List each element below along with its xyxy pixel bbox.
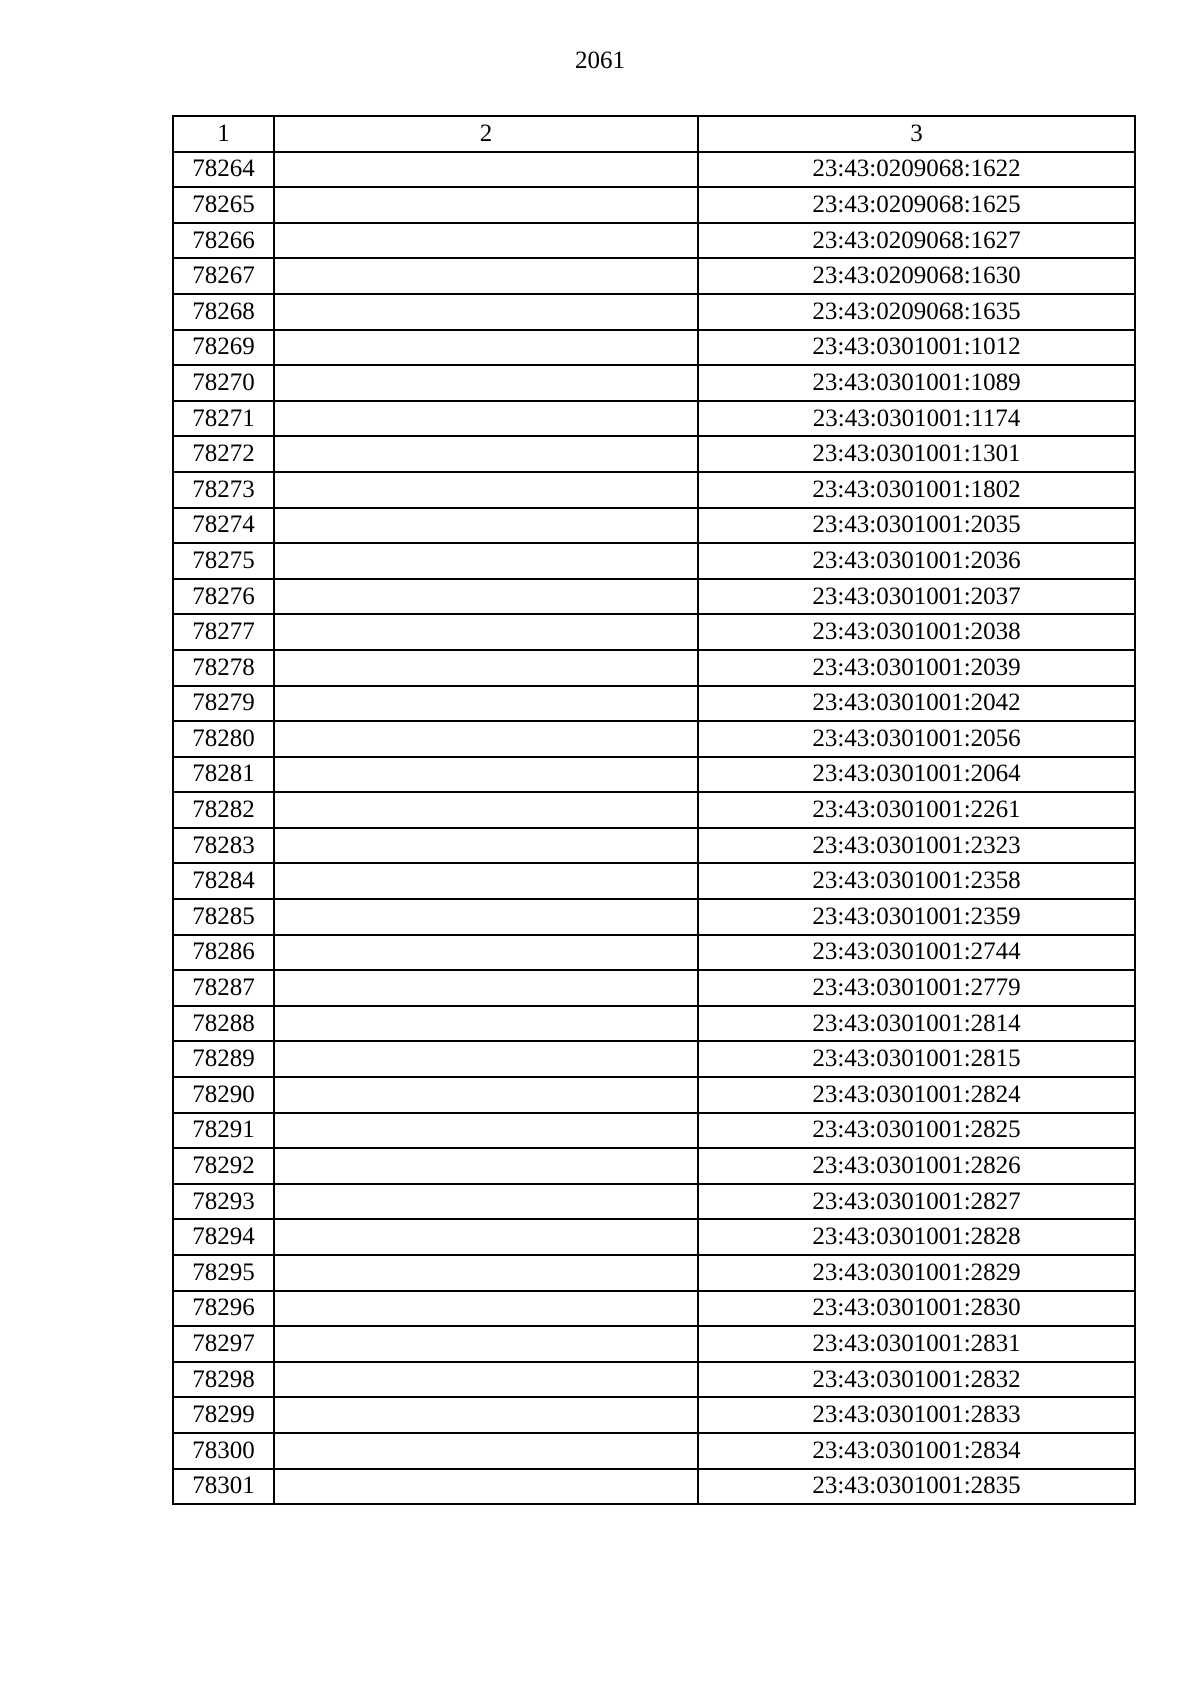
- description-cell: [274, 1184, 698, 1220]
- description-cell: [274, 1041, 698, 1077]
- description-cell: [274, 579, 698, 615]
- table-row: [173, 970, 1135, 1006]
- table-row: [173, 1469, 1135, 1505]
- cadastral-number-cell: 23:43:0301001:2037: [698, 579, 1135, 615]
- cadastral-number-cell: 23:43:0301001:2036: [698, 543, 1135, 579]
- cadastral-number-cell: 23:43:0301001:2825: [698, 1113, 1135, 1149]
- cadastral-number-cell: 23:43:0301001:2833: [698, 1397, 1135, 1433]
- description-cell: [274, 223, 698, 259]
- cadastral-number-cell: 23:43:0301001:2824: [698, 1077, 1135, 1113]
- row-number-cell: 78284: [173, 863, 274, 899]
- row-number-cell: 78296: [173, 1291, 274, 1327]
- row-number-cell: 78277: [173, 614, 274, 650]
- description-cell: [274, 899, 698, 935]
- row-number-cell: 78288: [173, 1006, 274, 1042]
- row-number-cell: 78267: [173, 258, 274, 294]
- row-number-cell: 78285: [173, 899, 274, 935]
- cadastral-number-cell: 23:43:0301001:2814: [698, 1006, 1135, 1042]
- cadastral-number-cell: 23:43:0301001:1174: [698, 401, 1135, 437]
- cadastral-number-cell: 23:43:0301001:2834: [698, 1433, 1135, 1469]
- row-number-cell: 78276: [173, 579, 274, 615]
- description-cell: [274, 1255, 698, 1291]
- row-number-cell: 78286: [173, 935, 274, 971]
- table-row: [173, 223, 1135, 259]
- table-row: [173, 614, 1135, 650]
- description-cell: [274, 1291, 698, 1327]
- row-number-cell: 78275: [173, 543, 274, 579]
- description-cell: [274, 1469, 698, 1505]
- table-row: [173, 1041, 1135, 1077]
- description-cell: [274, 258, 698, 294]
- cadastral-number-cell: 23:43:0209068:1622: [698, 152, 1135, 188]
- description-cell: [274, 792, 698, 828]
- description-cell: [274, 1006, 698, 1042]
- cadastral-number-cell: 23:43:0301001:2830: [698, 1291, 1135, 1327]
- cadastral-number-cell: 23:43:0301001:2323: [698, 828, 1135, 864]
- cadastral-number-cell: 23:43:0301001:2358: [698, 863, 1135, 899]
- row-number-cell: 78289: [173, 1041, 274, 1077]
- cadastral-number-cell: 23:43:0301001:2056: [698, 721, 1135, 757]
- cadastral-number-cell: 23:43:0301001:2779: [698, 970, 1135, 1006]
- table-row: [173, 935, 1135, 971]
- cadastral-number-cell: 23:43:0301001:2042: [698, 686, 1135, 722]
- cadastral-number-cell: 23:43:0301001:2039: [698, 650, 1135, 686]
- row-number-cell: 78272: [173, 436, 274, 472]
- description-cell: [274, 970, 698, 1006]
- table-row: [173, 863, 1135, 899]
- column-header-2: 2: [274, 116, 698, 152]
- description-cell: [274, 757, 698, 793]
- description-cell: [274, 187, 698, 223]
- row-number-cell: 78265: [173, 187, 274, 223]
- row-number-cell: 78268: [173, 294, 274, 330]
- cadastral-number-cell: 23:43:0301001:2832: [698, 1362, 1135, 1398]
- row-number-cell: 78266: [173, 223, 274, 259]
- description-cell: [274, 294, 698, 330]
- column-header-1: 1: [173, 116, 274, 152]
- row-number-cell: 78291: [173, 1113, 274, 1149]
- description-cell: [274, 863, 698, 899]
- description-cell: [274, 508, 698, 544]
- cadastral-number-cell: 23:43:0301001:1089: [698, 365, 1135, 401]
- data-table: [172, 115, 1136, 1505]
- row-number-cell: 78301: [173, 1469, 274, 1505]
- description-cell: [274, 935, 698, 971]
- table-row: [173, 650, 1135, 686]
- table-header-row: [173, 116, 1135, 152]
- cadastral-number-cell: 23:43:0301001:2815: [698, 1041, 1135, 1077]
- row-number-cell: 78292: [173, 1148, 274, 1184]
- description-cell: [274, 686, 698, 722]
- row-number-cell: 78297: [173, 1326, 274, 1362]
- row-number-cell: 78281: [173, 757, 274, 793]
- description-cell: [274, 828, 698, 864]
- page-number: 2061: [575, 47, 625, 74]
- row-number-cell: 78269: [173, 330, 274, 366]
- table-row: [173, 258, 1135, 294]
- table-row: [173, 1362, 1135, 1398]
- row-number-cell: 78295: [173, 1255, 274, 1291]
- row-number-cell: 78274: [173, 508, 274, 544]
- table-row: [173, 508, 1135, 544]
- row-number-cell: 78298: [173, 1362, 274, 1398]
- table-row: [173, 543, 1135, 579]
- table-row: [173, 1291, 1135, 1327]
- table-row: [173, 1326, 1135, 1362]
- table-row: [173, 1184, 1135, 1220]
- description-cell: [274, 1433, 698, 1469]
- cadastral-number-cell: 23:43:0209068:1625: [698, 187, 1135, 223]
- table-row: [173, 1148, 1135, 1184]
- cadastral-number-cell: 23:43:0301001:2831: [698, 1326, 1135, 1362]
- row-number-cell: 78299: [173, 1397, 274, 1433]
- table-row: [173, 1006, 1135, 1042]
- cadastral-number-cell: 23:43:0301001:2829: [698, 1255, 1135, 1291]
- row-number-cell: 78293: [173, 1184, 274, 1220]
- description-cell: [274, 436, 698, 472]
- description-cell: [274, 1148, 698, 1184]
- cadastral-number-cell: 23:43:0209068:1627: [698, 223, 1135, 259]
- description-cell: [274, 1113, 698, 1149]
- table-body: [173, 152, 1135, 1505]
- description-cell: [274, 1362, 698, 1398]
- row-number-cell: 78290: [173, 1077, 274, 1113]
- row-number-cell: 78264: [173, 152, 274, 188]
- row-number-cell: 78279: [173, 686, 274, 722]
- description-cell: [274, 152, 698, 188]
- cadastral-number-cell: 23:43:0301001:2064: [698, 757, 1135, 793]
- row-number-cell: 78271: [173, 401, 274, 437]
- table-row: [173, 721, 1135, 757]
- description-cell: [274, 472, 698, 508]
- cadastral-number-cell: 23:43:0301001:2827: [698, 1184, 1135, 1220]
- description-cell: [274, 1219, 698, 1255]
- table-row: [173, 828, 1135, 864]
- table-row: [173, 436, 1135, 472]
- table-row: [173, 1255, 1135, 1291]
- table-row: [173, 1219, 1135, 1255]
- cadastral-number-cell: 23:43:0209068:1635: [698, 294, 1135, 330]
- cadastral-number-cell: 23:43:0301001:2038: [698, 614, 1135, 650]
- cadastral-number-cell: 23:43:0301001:1301: [698, 436, 1135, 472]
- table-row: [173, 686, 1135, 722]
- description-cell: [274, 1077, 698, 1113]
- column-header-3: 3: [698, 116, 1135, 152]
- description-cell: [274, 365, 698, 401]
- table-row: [173, 294, 1135, 330]
- cadastral-number-cell: 23:43:0301001:2359: [698, 899, 1135, 935]
- description-cell: [274, 543, 698, 579]
- table-row: [173, 1433, 1135, 1469]
- description-cell: [274, 401, 698, 437]
- cadastral-number-cell: 23:43:0301001:1802: [698, 472, 1135, 508]
- table-row: [173, 187, 1135, 223]
- row-number-cell: 78270: [173, 365, 274, 401]
- description-cell: [274, 1397, 698, 1433]
- description-cell: [274, 330, 698, 366]
- row-number-cell: 78278: [173, 650, 274, 686]
- row-number-cell: 78280: [173, 721, 274, 757]
- table-row: [173, 472, 1135, 508]
- table-row: [173, 1397, 1135, 1433]
- table-row: [173, 365, 1135, 401]
- row-number-cell: 78282: [173, 792, 274, 828]
- cadastral-number-cell: 23:43:0301001:2826: [698, 1148, 1135, 1184]
- cadastral-number-cell: 23:43:0301001:2835: [698, 1469, 1135, 1505]
- table-row: [173, 330, 1135, 366]
- row-number-cell: 78273: [173, 472, 274, 508]
- table-row: [173, 1113, 1135, 1149]
- row-number-cell: 78294: [173, 1219, 274, 1255]
- table-row: [173, 579, 1135, 615]
- description-cell: [274, 721, 698, 757]
- table-row: [173, 757, 1135, 793]
- table-row: [173, 899, 1135, 935]
- cadastral-number-cell: 23:43:0301001:2261: [698, 792, 1135, 828]
- description-cell: [274, 650, 698, 686]
- cadastral-number-cell: 23:43:0301001:2744: [698, 935, 1135, 971]
- table-row: [173, 1077, 1135, 1113]
- description-cell: [274, 614, 698, 650]
- row-number-cell: 78287: [173, 970, 274, 1006]
- cadastral-number-cell: 23:43:0301001:2035: [698, 508, 1135, 544]
- row-number-cell: 78283: [173, 828, 274, 864]
- cadastral-number-cell: 23:43:0209068:1630: [698, 258, 1135, 294]
- table-row: [173, 401, 1135, 437]
- table-row: [173, 152, 1135, 188]
- table-row: [173, 792, 1135, 828]
- cadastral-number-cell: 23:43:0301001:2828: [698, 1219, 1135, 1255]
- cadastral-number-cell: 23:43:0301001:1012: [698, 330, 1135, 366]
- description-cell: [274, 1326, 698, 1362]
- row-number-cell: 78300: [173, 1433, 274, 1469]
